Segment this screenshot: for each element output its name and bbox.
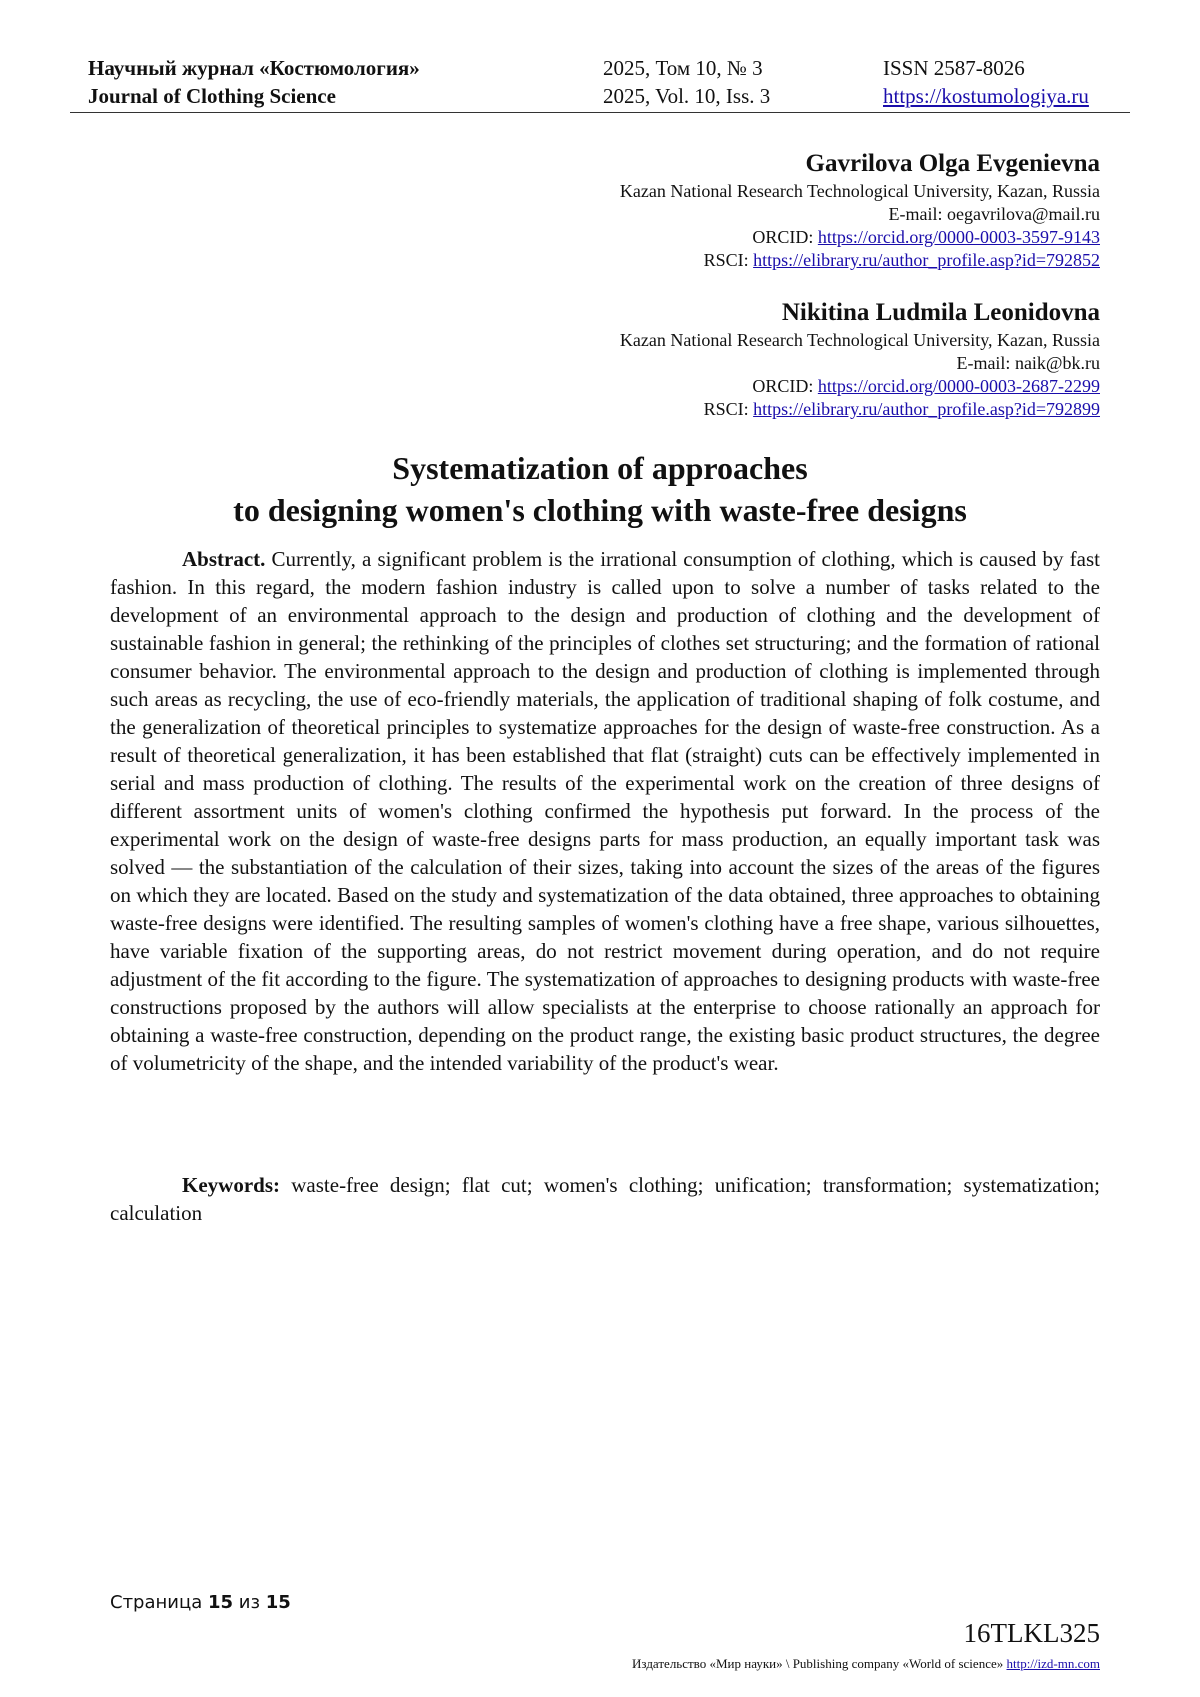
title-line-1: Systematization of approaches — [392, 450, 808, 486]
issue-ru: 2025, Том 10, № 3 — [603, 56, 763, 80]
publisher-text: Издательство «Мир науки» \ Publishing company «World of science» — [632, 1656, 1007, 1671]
journal-site-link[interactable]: https://kostumologiya.ru — [883, 84, 1089, 108]
journal-name-en: Journal of Clothing Science — [88, 84, 336, 108]
author-affiliation: Kazan National Research Technological University, Kazan, Russia — [619, 181, 1100, 201]
author-email: oegavrilova@mail.ru — [946, 204, 1100, 224]
abstract-paragraph — [110, 545, 1100, 1077]
issue-block — [603, 54, 770, 110]
keywords-label: Keywords: — [182, 1173, 280, 1197]
orcid-label: ORCID: — [752, 227, 818, 247]
article-code: 16TLKL325 — [963, 1618, 1100, 1648]
author-orcid-line — [400, 375, 1100, 398]
orcid-link[interactable]: https://orcid.org/0000-0003-3597-9143 — [817, 227, 1100, 247]
publisher-line — [632, 1656, 1100, 1672]
author-email-line — [400, 203, 1100, 226]
rsci-label: RSCI: — [703, 250, 754, 270]
issn-block — [883, 54, 1089, 110]
author-name: Gavrilova Olga Evgenievna — [805, 150, 1100, 177]
author-email: naik@bk.ru — [1014, 353, 1100, 373]
page-mid: из — [233, 1592, 266, 1613]
author-rsci-line — [400, 249, 1100, 272]
page-number — [110, 1592, 291, 1613]
author-name: Nikitina Ludmila Leonidovna — [781, 299, 1100, 326]
email-label: E-mail: — [888, 204, 947, 224]
keywords-paragraph — [110, 1171, 1100, 1227]
journal-name-ru: Научный журнал «Костюмология» — [88, 56, 420, 80]
journal-name-block — [88, 54, 420, 110]
issue-en: 2025, Vol. 10, Iss. 3 — [603, 84, 771, 108]
author-rsci-line — [400, 398, 1100, 421]
author-affiliation: Kazan National Research Technological University, Kazan, Russia — [619, 330, 1100, 350]
orcid-link[interactable]: https://orcid.org/0000-0003-2687-2299 — [817, 376, 1100, 396]
author-orcid-line — [400, 226, 1100, 249]
article-title — [100, 447, 1100, 531]
rsci-link[interactable]: https://elibrary.ru/author_profile.asp?id=792852 — [753, 250, 1100, 270]
issn: ISSN 2587-8026 — [883, 56, 1025, 80]
title-line-2: to designing women's clothing with waste-free designs — [233, 492, 967, 528]
author-block-1 — [400, 148, 1100, 272]
author-block-2 — [400, 297, 1100, 421]
author-email-line — [400, 352, 1100, 375]
keywords-text: waste-free design; flat cut; women's clothing; unification; transformation; systematization; calculation — [110, 1173, 1100, 1225]
email-label: E-mail: — [956, 353, 1015, 373]
rsci-label: RSCI: — [703, 399, 754, 419]
page-prefix: Страница — [110, 1592, 208, 1613]
journal-header — [70, 50, 1130, 113]
page-total: 15 — [265, 1592, 291, 1613]
page-current: 15 — [207, 1592, 234, 1613]
rsci-link[interactable]: https://elibrary.ru/author_profile.asp?id=792899 — [753, 399, 1100, 419]
abstract-label: Abstract. — [182, 547, 266, 571]
publisher-link[interactable]: http://izd-mn.com — [1006, 1656, 1100, 1671]
abstract-text: Currently, a significant problem is the irrational consumption of clothing, which is caused by fast fashion. In this regard, the modern fashion industry is called upon to solve a number of tasks related to the development of an environmental approach to the design and production of clothing and the development of sustainable fashion in general; the rethinking of the principles of clothes set structuring; and the formation of rational consumer behavior. The environmental approach to the design and production of clothing is implemented through such areas as recycling, the use of eco-friendly materials, the application of traditional shaping of folk costume, and the generalization of theoretical principles to systematize approaches for the design of waste-free construction. As a result of theoretical generalization, it has been established that flat (straight) cuts can be effectively implemented in serial and mass production of clothing. The results of the experimental work on the creation of three designs of different assortment units of women's clothing confirmed the hypothesis put forward. In the process of the experimental work on the design of waste-free designs parts for mass production, an equally important task was solved — the substantiation of the calculation of their sizes, taking into account the sizes of the areas of the figures on which they are located. Based on the study and systematization of the data obtained, three approaches to obtaining waste-free designs were identified. The resulting samples of women's clothing have a free shape, various silhouettes, have variable fixation of the supporting areas, do not restrict movement during operation, and do not require adjustment of the fit according to the figure. The systematization of approaches to designing products with waste-free constructions proposed by the authors will allow specialists at the enterprise to choose rationally an approach for obtaining a waste-free construction, depending on the product range, the existing basic product structures, the degree of volumetricity of the shape, and the intended variability of the product's wear. — [110, 547, 1100, 1075]
orcid-label: ORCID: — [752, 376, 818, 396]
